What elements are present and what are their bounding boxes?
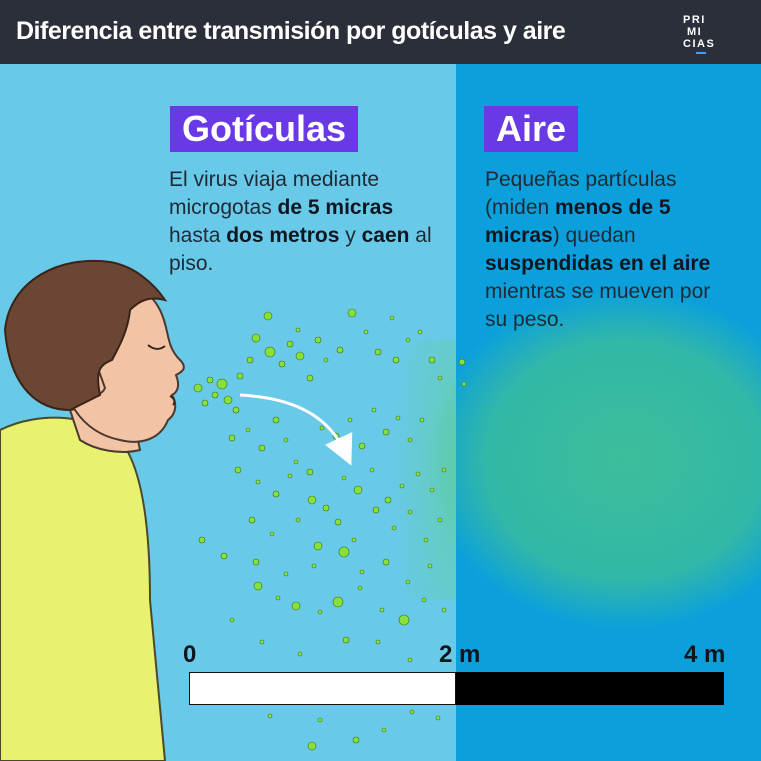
scale-label-start: 0 bbox=[183, 641, 197, 668]
scale-label-middle: 2 m bbox=[439, 641, 481, 668]
droplets-text-4: al piso. bbox=[169, 224, 432, 275]
droplet bbox=[323, 505, 329, 511]
droplet bbox=[418, 330, 422, 334]
air-description bbox=[485, 166, 735, 334]
air-text-3: mientras se mueven por su peso. bbox=[485, 280, 711, 331]
droplet bbox=[318, 610, 322, 614]
droplet bbox=[383, 559, 389, 565]
droplet bbox=[247, 357, 253, 363]
droplet bbox=[314, 542, 322, 550]
droplet bbox=[276, 596, 280, 600]
logo-line-3: CIAS bbox=[683, 38, 716, 50]
droplets-text-bold-3: caen bbox=[361, 224, 410, 247]
droplet bbox=[235, 467, 241, 473]
droplet bbox=[212, 392, 218, 398]
droplet bbox=[279, 361, 285, 367]
droplets-text-3: y bbox=[339, 224, 362, 247]
droplet bbox=[375, 349, 381, 355]
droplet bbox=[459, 359, 465, 365]
droplet bbox=[396, 416, 400, 420]
droplet bbox=[380, 608, 384, 612]
droplet bbox=[307, 469, 313, 475]
droplet bbox=[462, 382, 466, 386]
droplet bbox=[233, 407, 239, 413]
droplet bbox=[307, 375, 313, 381]
droplet bbox=[287, 341, 293, 347]
logo-line-1: PRI bbox=[683, 14, 706, 26]
droplet bbox=[429, 357, 435, 363]
droplet bbox=[318, 718, 322, 722]
droplet bbox=[392, 526, 396, 530]
droplet bbox=[224, 396, 232, 404]
droplet bbox=[337, 347, 343, 353]
droplet bbox=[372, 408, 376, 412]
droplet bbox=[254, 582, 262, 590]
droplet bbox=[296, 352, 304, 360]
droplet bbox=[288, 474, 292, 478]
droplets-text-1: El virus viaja mediante microgotas bbox=[169, 168, 380, 219]
droplet bbox=[246, 428, 250, 432]
droplet bbox=[442, 468, 446, 472]
droplet bbox=[270, 532, 274, 536]
aerosol-cloud bbox=[425, 290, 761, 630]
droplet bbox=[442, 608, 446, 612]
droplet bbox=[284, 572, 288, 576]
logo-line-2: MI bbox=[687, 26, 703, 38]
droplet bbox=[229, 435, 235, 441]
page-title: Diferencia entre transmisión por gotículas y aire bbox=[16, 17, 566, 45]
droplet bbox=[399, 615, 409, 625]
droplet bbox=[324, 358, 328, 362]
droplet bbox=[428, 564, 432, 568]
droplet bbox=[342, 476, 346, 480]
droplet bbox=[284, 438, 288, 442]
droplet bbox=[265, 347, 275, 357]
droplet bbox=[207, 377, 213, 383]
droplet bbox=[406, 580, 410, 584]
droplet bbox=[400, 484, 404, 488]
scale-bar-second-half bbox=[456, 672, 724, 705]
droplet bbox=[438, 518, 442, 522]
droplet bbox=[237, 373, 243, 379]
droplet bbox=[408, 438, 412, 442]
droplet bbox=[358, 586, 362, 590]
droplet bbox=[408, 658, 412, 662]
droplet bbox=[410, 710, 414, 714]
droplet bbox=[406, 338, 410, 342]
curved-arrow-icon bbox=[240, 395, 345, 452]
droplet bbox=[259, 445, 265, 451]
droplet bbox=[221, 553, 227, 559]
droplet bbox=[339, 547, 349, 557]
droplet bbox=[217, 379, 227, 389]
droplet bbox=[422, 598, 426, 602]
droplet bbox=[333, 597, 343, 607]
droplet bbox=[364, 330, 368, 334]
droplet bbox=[436, 716, 440, 720]
droplet bbox=[393, 357, 399, 363]
droplet bbox=[315, 337, 321, 343]
droplet bbox=[253, 559, 259, 565]
droplet bbox=[230, 618, 234, 622]
droplet bbox=[354, 486, 362, 494]
droplet bbox=[373, 507, 379, 513]
droplet bbox=[353, 737, 359, 743]
droplet bbox=[273, 491, 279, 497]
droplet bbox=[260, 640, 264, 644]
air-text-bold-2: suspendidas en el aire bbox=[485, 252, 711, 275]
droplet bbox=[252, 334, 260, 342]
droplet bbox=[312, 564, 316, 568]
droplet bbox=[249, 517, 255, 523]
droplet bbox=[352, 538, 356, 542]
air-text-2: ) quedan bbox=[552, 224, 636, 247]
air-text-1: Pequeñas partículas (miden bbox=[485, 168, 677, 219]
air-label: Aire bbox=[484, 106, 578, 152]
person-sneezing-icon bbox=[0, 261, 184, 761]
droplet bbox=[264, 312, 272, 320]
droplet bbox=[308, 496, 316, 504]
droplet bbox=[348, 418, 352, 422]
droplet bbox=[348, 309, 356, 317]
droplet bbox=[359, 443, 365, 449]
scale-bar-first-half bbox=[189, 672, 456, 705]
droplets-description bbox=[169, 166, 439, 278]
droplet bbox=[408, 510, 412, 514]
droplet bbox=[273, 417, 279, 423]
droplet bbox=[376, 640, 380, 644]
droplet bbox=[308, 742, 316, 750]
droplet bbox=[430, 488, 434, 492]
droplet bbox=[202, 400, 208, 406]
droplet bbox=[194, 384, 202, 392]
droplet bbox=[296, 518, 300, 522]
scale-label-end: 4 m bbox=[684, 641, 726, 668]
droplet bbox=[416, 472, 420, 476]
droplet bbox=[335, 519, 341, 525]
droplet bbox=[294, 460, 298, 464]
droplet bbox=[360, 570, 364, 574]
droplet bbox=[385, 497, 391, 503]
droplet bbox=[298, 652, 302, 656]
droplet bbox=[383, 429, 389, 435]
droplet bbox=[296, 328, 300, 332]
droplet bbox=[256, 480, 260, 484]
droplet bbox=[320, 426, 324, 430]
droplets-text-2: hasta bbox=[169, 224, 227, 247]
droplet bbox=[390, 316, 394, 320]
droplets-text-bold-2: dos metros bbox=[226, 224, 340, 247]
droplet bbox=[199, 537, 205, 543]
air-text-bold-1: menos de 5 micras bbox=[485, 196, 671, 247]
droplet bbox=[343, 637, 349, 643]
droplet bbox=[420, 418, 424, 422]
droplet bbox=[424, 538, 428, 542]
droplet bbox=[438, 376, 442, 380]
droplet bbox=[370, 468, 374, 472]
droplet bbox=[382, 728, 386, 732]
droplets-text-bold-1: de 5 micras bbox=[277, 196, 394, 219]
droplets-label: Gotículas bbox=[170, 106, 358, 152]
droplet bbox=[268, 714, 272, 718]
droplet bbox=[292, 602, 300, 610]
